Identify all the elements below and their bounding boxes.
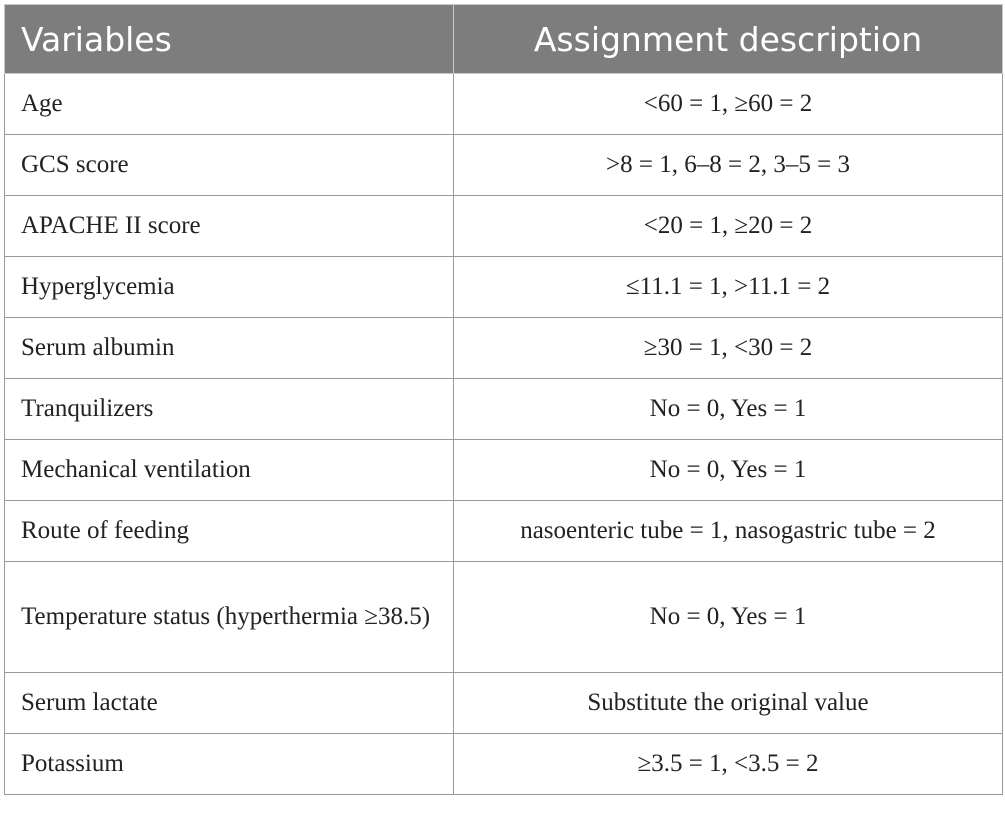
table-row xyxy=(5,734,1003,795)
assignment-cell: nasoenteric tube = 1, nasogastric tube = 2 xyxy=(454,501,1003,562)
header-assignment-description: Assignment description xyxy=(454,5,1003,74)
variable-cell: Hyperglycemia xyxy=(5,257,454,318)
table-row xyxy=(5,74,1003,135)
assignment-cell: >8 = 1, 6–8 = 2, 3–5 = 3 xyxy=(454,135,1003,196)
variable-cell: Serum lactate xyxy=(5,673,454,734)
assignment-cell: No = 0, Yes = 1 xyxy=(454,379,1003,440)
assignment-cell: ≥30 = 1, <30 = 2 xyxy=(454,318,1003,379)
variable-cell: Tranquilizers xyxy=(5,379,454,440)
variable-assignment-table xyxy=(4,4,1003,795)
table-row xyxy=(5,318,1003,379)
table-row xyxy=(5,440,1003,501)
header-variables: Variables xyxy=(5,5,454,74)
assignment-cell: Substitute the original value xyxy=(454,673,1003,734)
assignment-cell: No = 0, Yes = 1 xyxy=(454,440,1003,501)
assignment-cell: <60 = 1, ≥60 = 2 xyxy=(454,74,1003,135)
variable-cell: Age xyxy=(5,74,454,135)
variable-cell: GCS score xyxy=(5,135,454,196)
table-row xyxy=(5,135,1003,196)
variable-cell: APACHE II score xyxy=(5,196,454,257)
assignment-cell: ≥3.5 = 1, <3.5 = 2 xyxy=(454,734,1003,795)
table-header xyxy=(5,5,1003,74)
assignment-cell: No = 0, Yes = 1 xyxy=(454,562,1003,673)
variable-cell: Serum albumin xyxy=(5,318,454,379)
variable-assignment-table-container xyxy=(4,4,1002,795)
table-row xyxy=(5,562,1003,673)
variable-cell: Temperature status (hyperthermia ≥38.5) xyxy=(5,562,454,673)
table-row xyxy=(5,257,1003,318)
table-row xyxy=(5,501,1003,562)
variable-cell: Mechanical ventilation xyxy=(5,440,454,501)
table-row xyxy=(5,379,1003,440)
table-row xyxy=(5,196,1003,257)
table-body xyxy=(5,74,1003,795)
variable-cell: Potassium xyxy=(5,734,454,795)
assignment-cell: ≤11.1 = 1, >11.1 = 2 xyxy=(454,257,1003,318)
header-row xyxy=(5,5,1003,74)
variable-cell: Route of feeding xyxy=(5,501,454,562)
table-row xyxy=(5,673,1003,734)
assignment-cell: <20 = 1, ≥20 = 2 xyxy=(454,196,1003,257)
